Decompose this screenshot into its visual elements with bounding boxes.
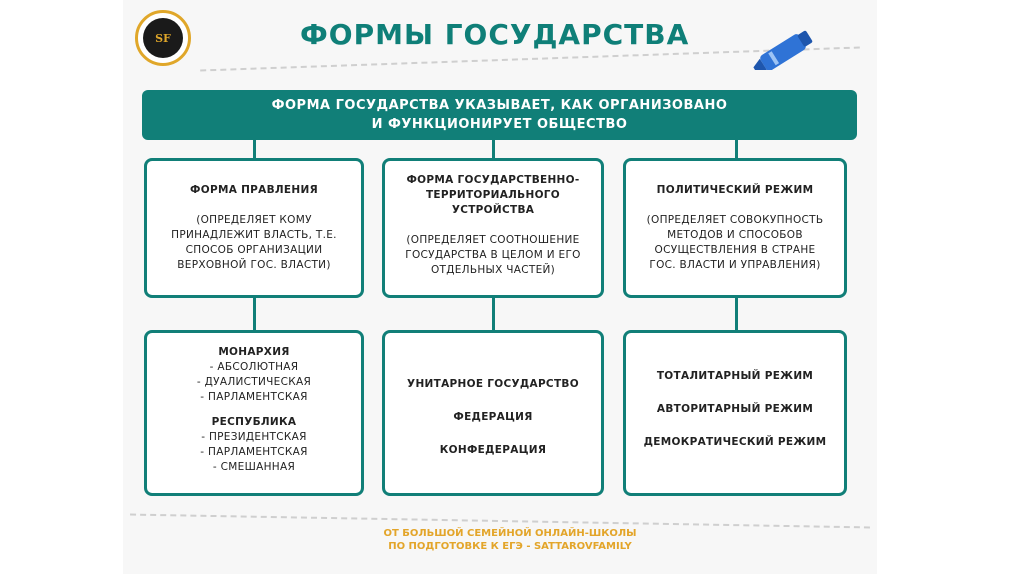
box-heading: ФОРМА ПРАВЛЕНИЯ bbox=[190, 184, 318, 196]
lion-logo-icon bbox=[143, 18, 183, 58]
box-political-regime bbox=[623, 158, 847, 298]
box-heading-line: ФОРМА ГОСУДАРСТВЕННО- bbox=[406, 174, 580, 186]
page-title: ФОРМЫ ГОСУДАРСТВА bbox=[300, 18, 690, 51]
definition-banner bbox=[142, 90, 857, 140]
list-item: - ПРЕЗИДЕНТСКАЯ bbox=[201, 431, 307, 443]
connector-top-2 bbox=[492, 140, 495, 160]
box-desc-line: СПОСОБ ОРГАНИЗАЦИИ bbox=[185, 244, 323, 256]
list-item: - ПАРЛАМЕНТСКАЯ bbox=[200, 391, 308, 403]
box-desc-line: ВЕРХОВНОЙ ГОС. ВЛАСТИ) bbox=[177, 259, 331, 271]
banner-line-2: И ФУНКЦИОНИРУЕТ ОБЩЕСТВО bbox=[371, 117, 628, 132]
banner-line-1: ФОРМА ГОСУДАРСТВА УКАЗЫВАЕТ, КАК ОРГАНИЗОВАНО bbox=[271, 98, 728, 113]
box-desc-line: ГОС. ВЛАСТИ И УПРАВЛЕНИЯ) bbox=[649, 259, 821, 271]
list-item: АВТОРИТАРНЫЙ РЕЖИМ bbox=[656, 403, 814, 415]
box-heading-line: ТЕРРИТОРИАЛЬНОГО bbox=[425, 189, 561, 201]
group-heading-monarchy: МОНАРХИЯ bbox=[218, 346, 290, 358]
connector-mid-2 bbox=[492, 296, 495, 330]
list-item: - СМЕШАННАЯ bbox=[212, 461, 296, 473]
list-item: ФЕДЕРАЦИЯ bbox=[453, 411, 533, 423]
connector-top-3 bbox=[735, 140, 738, 160]
box-heading-line: УСТРОЙСТВА bbox=[451, 204, 535, 216]
box-desc-line: (ОПРЕДЕЛЯЕТ КОМУ bbox=[196, 214, 312, 226]
box-desc-line: ОТДЕЛЬНЫХ ЧАСТЕЙ) bbox=[430, 264, 556, 276]
box-form-of-government bbox=[144, 158, 364, 298]
box-heading: ПОЛИТИЧЕСКИЙ РЕЖИМ bbox=[656, 184, 814, 196]
box-regime-types bbox=[623, 330, 847, 496]
box-desc-line: МЕТОДОВ И СПОСОБОВ bbox=[667, 229, 803, 241]
list-item: ТОТАЛИТАРНЫЙ РЕЖИМ bbox=[656, 370, 814, 382]
list-item: - ДУАЛИСТИЧЕСКАЯ bbox=[196, 376, 312, 388]
box-desc-line: ГОСУДАРСТВА В ЦЕЛОМ И ЕГО bbox=[405, 249, 581, 261]
box-territorial-structure bbox=[382, 158, 604, 298]
box-desc-line: ОСУЩЕСТВЛЕНИЯ В СТРАНЕ bbox=[654, 244, 816, 256]
footer-credit bbox=[330, 527, 690, 553]
list-item: ДЕМОКРАТИЧЕСКИЙ РЕЖИМ bbox=[643, 436, 827, 448]
marker-icon bbox=[745, 30, 825, 70]
list-item: - АБСОЛЮТНАЯ bbox=[209, 361, 299, 373]
connector-mid-3 bbox=[735, 296, 738, 330]
list-item: - ПАРЛАМЕНТСКАЯ bbox=[200, 446, 308, 458]
box-desc-line: ПРИНАДЛЕЖИТ ВЛАСТЬ, Т.Е. bbox=[171, 229, 337, 241]
list-item: УНИТАРНОЕ ГОСУДАРСТВО bbox=[407, 378, 579, 390]
box-desc-line: (ОПРЕДЕЛЯЕТ СООТНОШЕНИЕ bbox=[406, 234, 580, 246]
list-item: КОНФЕДЕРАЦИЯ bbox=[439, 444, 547, 456]
footer-line-1: ОТ БОЛЬШОЙ СЕМЕЙНОЙ ОНЛАЙН-ШКОЛЫ bbox=[383, 528, 637, 539]
group-heading-republic: РЕСПУБЛИКА bbox=[211, 416, 297, 428]
connector-mid-1 bbox=[253, 296, 256, 330]
box-government-types bbox=[144, 330, 364, 496]
connector-top-1 bbox=[253, 140, 256, 160]
school-logo bbox=[135, 10, 191, 66]
box-desc-line: (ОПРЕДЕЛЯЕТ СОВОКУПНОСТЬ bbox=[646, 214, 824, 226]
footer-line-2: ПО ПОДГОТОВКЕ К ЕГЭ - SATTAROVFAMILY bbox=[388, 541, 632, 552]
logo-text: SF bbox=[155, 31, 171, 45]
box-territorial-types bbox=[382, 330, 604, 496]
